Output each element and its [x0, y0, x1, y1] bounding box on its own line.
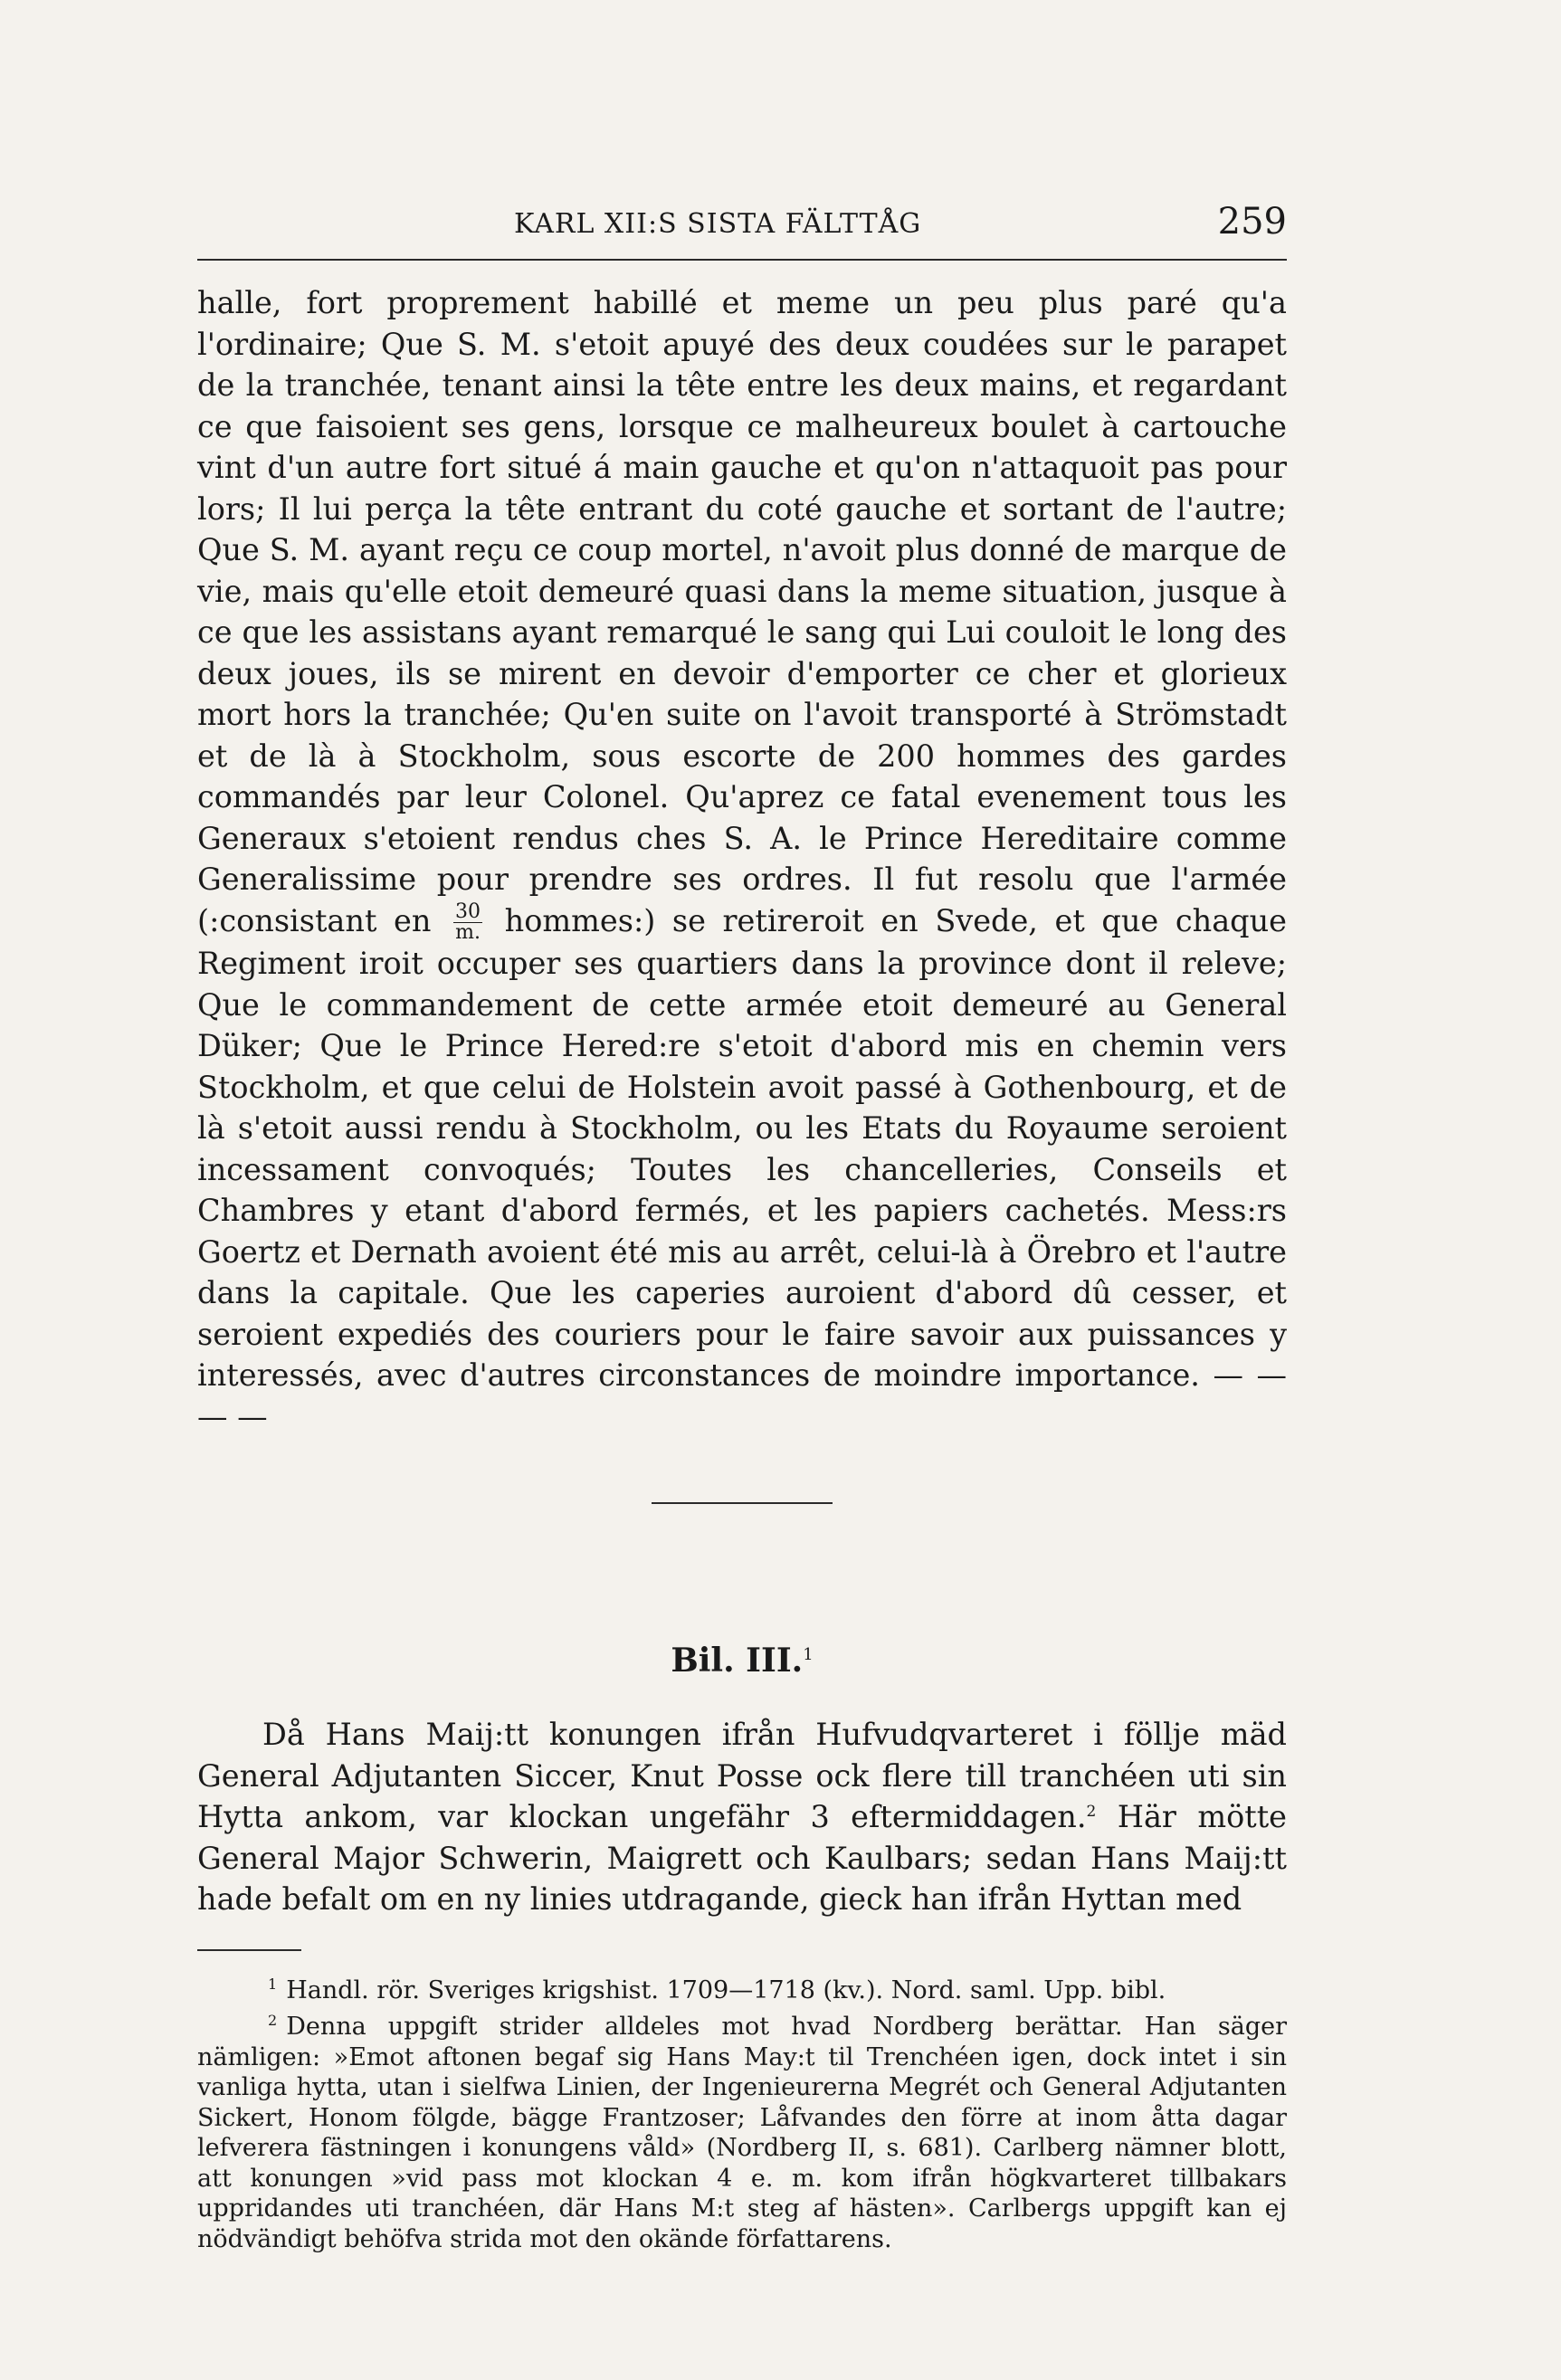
section-text-note-ref: 2 — [1086, 1802, 1097, 1821]
footnote-lead-text: Denna uppgift strider alldeles mot hvad Nordberg berättar. Han — [286, 2013, 1196, 2041]
footnote-marker: 2 — [268, 2012, 278, 2029]
section-paragraph — [197, 1714, 1287, 1920]
fraction — [453, 902, 482, 943]
section-heading — [197, 1642, 1287, 1680]
footnote-lead-line — [197, 2013, 1196, 2041]
fraction-numerator: 30 — [455, 900, 481, 923]
page-number: 259 — [1217, 201, 1287, 243]
footnote-text: Handl. rör. Sveriges krigshist. 1709—1718 (kv.). Nord. saml. Upp. bibl. — [286, 1975, 1166, 2004]
paragraph-text-part2: hommes:) se retireroit en Svede, et que chaque Regiment iroit occuper ses quartiers dans la province dont il releve; Que le commandement de cette armée etoit demeuré au General Düker; Que le Prince Hered:re s'etoit d'abord mis en chemin vers Stockholm, et que celui de Holstein avoit passé à Gothenbourg, et de là s'etoit aussi rendu à Stockholm, ou les Etats du Royaume seroient incessament convoqués; Toutes les chancelleries, Conseils et Chambres y etant d'abord fermés, et les papiers cachetés. Mess:rs Goertz et Dernath avoient été mis au arrêt, celui-là à Örebro et l'autre dans la capitale. Que les caperies auroient d'abord dû cesser, et seroient expediés des couriers pour le faire savoir aux puissances y interessés, avec d'autres circonstances de moindre importance. — — — — — [197, 902, 1288, 1434]
continued-paragraph — [197, 282, 1287, 1437]
footnotes — [197, 1969, 1287, 2255]
section-text-part1: Då Hans Maij:tt konungen ifrån Hufvudqvarteret i föllje mäd General Adjutanten Siccer, Knut Posse ock flere till tranchéen uti sin Hytta ankom, var klockan ungefähr 3 eftermiddagen. — [197, 1717, 1287, 1834]
section-heading-text: Bil. III. — [671, 1642, 804, 1680]
running-title: KARL XII:S SISTA FÄLTTÅG — [514, 208, 922, 240]
footnote-text: säger nämligen: »Emot aftonen begaf sig Hans May:t til Trenchéen igen, dock intet i sin vanliga hytta, utan i sielfwa Linien, der Ingenieurerna Megrét och General Adjutanten Sickert, Honom fölgde, bägge Frantzoser; Låfvandes den förre at inom åtta dagar lefverera fästningen i konungens våld» (Nordberg II, s. 681). Carlberg nämner blott, att konungen »vid pass mot klockan 4 e. m. kom ifrån högkvarteret tillbakars uppridandes uti tranchéen, där Hans M:t steg af hästen». Carlbergs uppgift kan ej nödvändigt behöfva strida mot den okände författarens. — [197, 2013, 1287, 2253]
footnote-divider — [197, 1949, 301, 1951]
section-text-part2: Här mötte General Major Schwerin, Maigrett och Kaulbars; sedan Hans Maij:tt hade befalt om en ny linies utdragande, gieck han ifrån Hyttan med — [197, 1799, 1287, 1917]
section-paragraph-body — [197, 1714, 1287, 1920]
section-divider — [652, 1502, 833, 1504]
footnote-marker: 1 — [268, 1975, 278, 1993]
section-heading-note-ref: 1 — [803, 1645, 814, 1664]
footnote-2 — [197, 2005, 1287, 2254]
running-header — [197, 199, 1287, 261]
footnote-1 — [197, 1969, 1287, 2006]
book-page — [197, 199, 1287, 2254]
fraction-denominator: m. — [455, 921, 481, 944]
paragraph-text-part1: halle, fort proprement habillé et meme un peu plus paré qu'a l'ordinaire; Que S. M. s'etoit apuyé des deux coudées sur le parapet de la tranchée, tenant ainsi la tête entre les deux mains, et regardant ce que faisoient ses gens, lorsque ce malheureux boulet à cartouche vint d'un autre fort situé á main gauche et qu'on n'attaquoit pas pour lors; Il lui perça la tête entrant du coté gauche et sortant de l'autre; Que S. M. ayant reçu ce coup mortel, n'avoit plus donné de marque de vie, mais qu'elle etoit demeuré quasi dans la meme situation, jusque à ce que les assistans ayant remarqué le sang qui Lui couloit le long des deux joues, ils se mirent en devoir d'emporter ce cher et glorieux mort hors la tranchée; Qu'en suite on l'avoit transporté à Strömstadt et de là à Stockholm, sous escorte de 200 hommes des gardes commandés par leur Colonel. Qu'aprez ce fatal evenement tous les Generaux s'etoient rendus ches S. A. le Prince Hereditaire comme Generalissime pour prendre ses ordres. Il fut resolu que l'armée (:consistant en — [197, 285, 1287, 938]
